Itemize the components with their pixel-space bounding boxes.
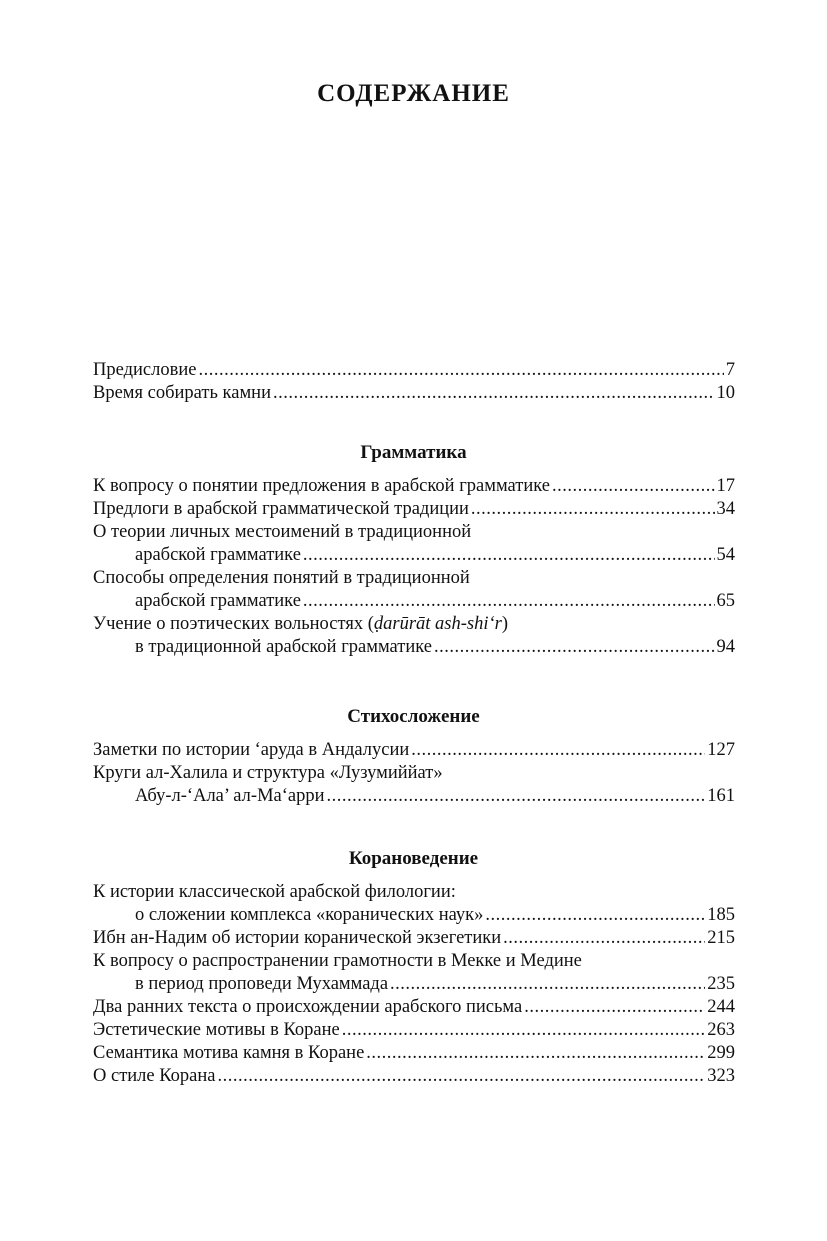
entry-page: 263 [707, 1020, 735, 1040]
section-heading: Стихосложение [347, 706, 480, 727]
toc-entry[interactable] [93, 636, 735, 659]
entry-page: 54 [716, 545, 735, 565]
entry-page: 244 [707, 997, 735, 1017]
section-list-quranic [93, 881, 735, 1088]
entry-title-text: ) [501, 614, 509, 634]
dot-leader [273, 382, 715, 405]
entry-title-first-line[interactable]: К вопросу о распространении грамотности в Мекке и Медине [93, 951, 582, 971]
dot-leader [327, 785, 706, 808]
dot-leader [471, 498, 715, 521]
entry-page: 94 [716, 637, 735, 657]
toc-entry[interactable] [93, 544, 735, 567]
entry-title: Эстетические мотивы в Коране [93, 1020, 340, 1040]
entry-title-first-line[interactable]: Способы определения понятий в традиционной [93, 568, 470, 588]
dot-leader [218, 1065, 706, 1088]
section-heading: Грамматика [360, 442, 467, 463]
toc-entry[interactable] [93, 1042, 735, 1065]
entry-title: Заметки по истории ‘аруда в Андалусии [93, 740, 410, 760]
toc-entry[interactable] [93, 590, 735, 613]
dot-leader [552, 475, 715, 498]
front-matter-list [93, 359, 735, 405]
entry-page: 299 [707, 1043, 735, 1063]
entry-title: арабской грамматике [135, 545, 301, 565]
entry-title: в период проповеди Мухаммада [135, 974, 389, 994]
entry-title: в традиционной арабской грамматике [135, 637, 432, 657]
entry-page: 65 [716, 591, 735, 611]
toc-entry[interactable] [93, 973, 735, 996]
entry-title: Семантика мотива камня в Коране [93, 1043, 365, 1063]
entry-title: Ибн ан-Надим об истории коранической экзегетики [93, 928, 502, 948]
section-list-grammar [93, 475, 735, 659]
entry-title-italic: ḍarūrāt ash-shi‘r [373, 614, 502, 634]
entry-title-first-line[interactable] [93, 613, 735, 636]
entry-title: К вопросу о понятии предложения в арабской грамматике [93, 476, 550, 496]
section-heading: Корановедение [348, 848, 479, 869]
entry-page: 7 [725, 360, 735, 380]
dot-leader [303, 590, 715, 613]
entry-title: Время собирать камни [93, 383, 271, 403]
entry-title-first-line[interactable]: О теории личных местоимений в традиционной [93, 522, 472, 542]
toc-entry[interactable] [93, 904, 735, 927]
entry-page: 215 [707, 928, 735, 948]
entry-page: 17 [716, 476, 735, 496]
entry-title: Предлоги в арабской грамматической традиции [93, 499, 469, 519]
dot-leader [434, 636, 715, 659]
entry-page: 323 [707, 1066, 735, 1086]
entry-title-first-line[interactable]: К истории классической арабской филологии: [93, 882, 456, 902]
toc-entry[interactable] [93, 475, 735, 498]
dot-leader [411, 739, 705, 762]
toc-entry[interactable] [93, 1019, 735, 1042]
dot-leader [366, 1042, 705, 1065]
dot-leader [524, 996, 705, 1019]
entry-title: Абу-л-‘Ала’ ал-Ма‘арри [135, 786, 325, 806]
entry-page: 161 [707, 786, 735, 806]
toc-entry[interactable] [93, 996, 735, 1019]
toc-entry[interactable] [93, 927, 735, 950]
entry-title-first-line[interactable]: Круги ал-Халила и структура «Лузумиййат» [93, 763, 443, 783]
dot-leader [485, 904, 705, 927]
entry-title: Предисловие [93, 360, 197, 380]
toc-entry[interactable] [93, 359, 735, 382]
entry-page: 235 [707, 974, 735, 994]
toc-entry[interactable] [93, 785, 735, 808]
toc-entry[interactable] [93, 498, 735, 521]
toc-entry[interactable] [93, 1065, 735, 1088]
entry-title: о сложении комплекса «коранических наук» [135, 905, 484, 925]
dot-leader [390, 973, 705, 996]
entry-title-text: Учение о поэтических вольностях ( [93, 614, 374, 634]
toc-entry[interactable] [93, 382, 735, 405]
entry-page: 34 [716, 499, 735, 519]
entry-title: О стиле Корана [93, 1066, 216, 1086]
dot-leader [303, 544, 715, 567]
entry-title: Два ранних текста о происхождении арабского письма [93, 997, 523, 1017]
dot-leader [503, 927, 705, 950]
entry-title: арабской грамматике [135, 591, 301, 611]
dot-leader [342, 1019, 706, 1042]
entry-page: 127 [707, 740, 735, 760]
page-title: СОДЕРЖАНИЕ [317, 80, 510, 107]
entry-page: 10 [716, 383, 735, 403]
dot-leader [198, 359, 723, 382]
entry-page: 185 [707, 905, 735, 925]
section-list-versification [93, 739, 735, 808]
toc-entry[interactable] [93, 739, 735, 762]
